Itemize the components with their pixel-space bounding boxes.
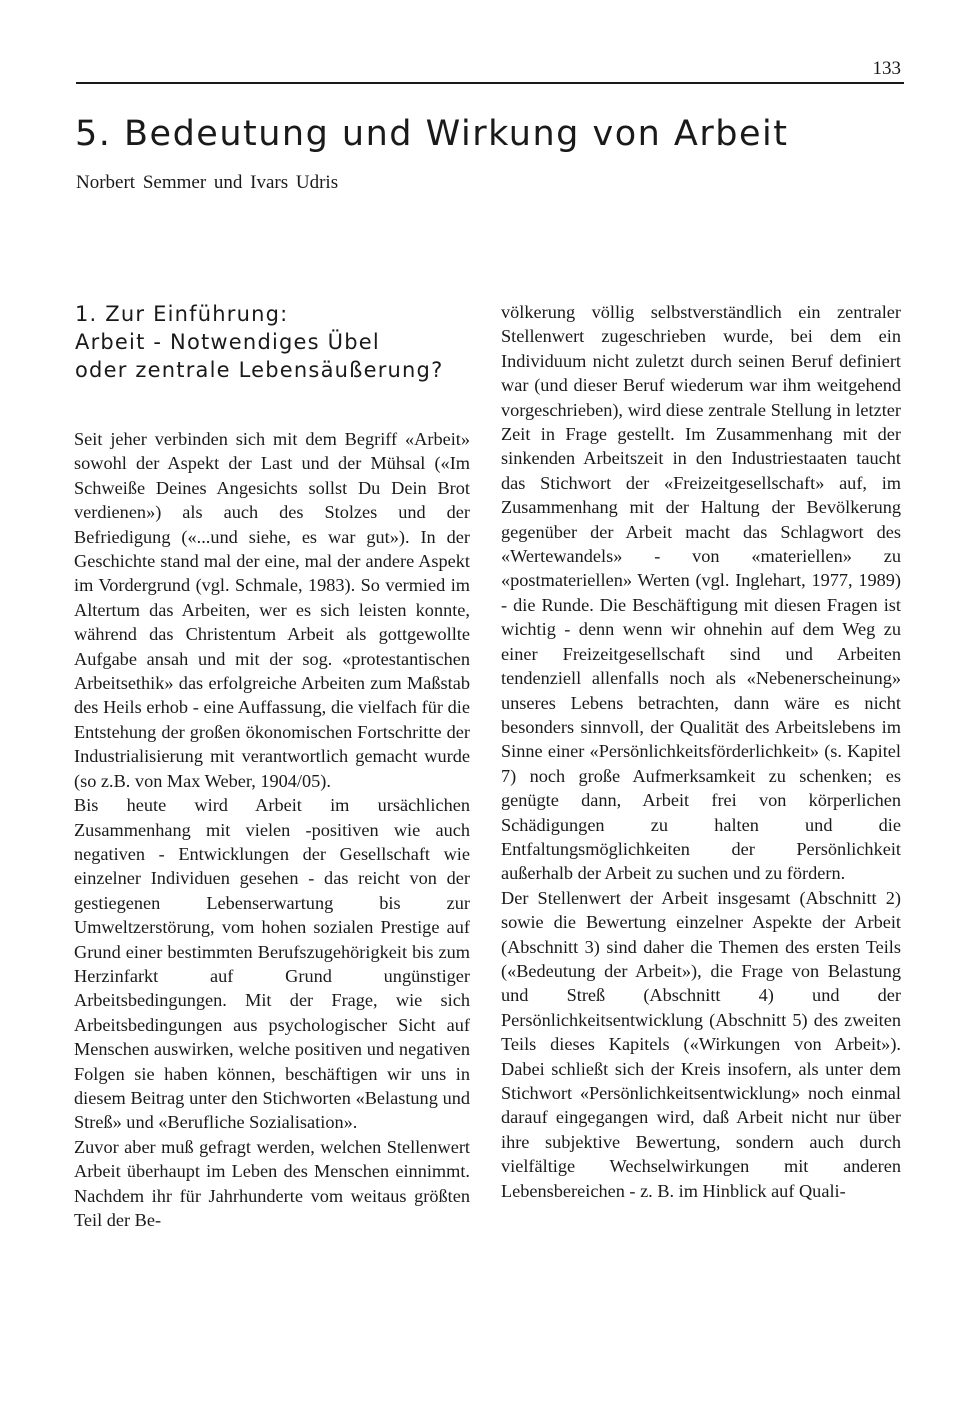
page-number: 133 bbox=[872, 58, 901, 79]
chapter-authors: Norbert Semmer und Ivars Udris bbox=[76, 172, 339, 193]
section-heading-line: Arbeit - Notwendiges Übel bbox=[75, 330, 380, 354]
left-text-column bbox=[74, 427, 470, 1232]
section-heading-line: oder zentrale Lebensäußerung? bbox=[75, 358, 444, 382]
body-paragraph: Bis heute wird Arbeit im ursächlichen Zusammenhang mit vielen -positiven wie auch negativen - Entwicklungen der Gesellschaft wie einzelner Individuen gesehen - das reicht von der gestiegenen Lebenserwartung bis zur Umweltzerstörung, vom hohen sozialen Prestige auf Grund einer bestimmten Berufszugehörigkeit bis zum Herzinfarkt auf Grund ungünstiger Arbeitsbedingungen. Mit der Frage, wie sich Arbeitsbedingungen aus psychologischer Sicht auf Menschen auswirken, welche positiven und negativen Folgen sie haben können, beschäftigen wir uns in diesem Beitrag unter den Stichworten «Belastung und Streß» und «Berufliche Sozialisation». bbox=[74, 795, 470, 1133]
body-paragraph: völkerung völlig selbstverständlich ein zentraler Stellenwert zugeschrieben wurde, bei dem ein Individuum nicht zuletzt durch seinen Beruf definiert war (und dieser Beruf wiederum war ihm weitgehend vorgeschrieben), wird diese zentrale Stellung in letzter Zeit in Frage gestellt. Im Zusammenhang mit der sinkenden Arbeitszeit in den Industriestaaten taucht das Stichwort der «Freizeitgesellschaft» auf, im Zusammenhang mit der Haltung der Bevölkerung gegenüber der Arbeit macht das Schlagwort des «Wertewandels» - von «materiellen» zu «postmateriellen» Werten (vgl. Inglehart, 1977, 1989) - die Runde. Die Beschäftigung mit diesen Fragen ist wichtig - denn wenn wir ohnehin auf dem Weg zu einer Freizeitgesellschaft sind und Arbeiten tendenziell allenfalls noch als «Nebenerscheinung» unseres Lebens betrachten, dann wäre es nicht besonders sinnvoll, der Qualität des Arbeitslebens im Sinne einer «Persönlichkeitsförderlichkeit» (s. Kapitel 7) noch große Aufmerksamkeit zu schenken; es genügte dann, Arbeit frei von körperlichen Schädigungen zu halten und die Entfaltungsmöglichkeiten der Persönlichkeit außerhalb der Arbeit zu suchen und zu fördern. bbox=[501, 302, 901, 884]
body-paragraph: Der Stellenwert der Arbeit insgesamt (Abschnitt 2) sowie die Bewertung einzelner Aspekte der Arbeit (Abschnitt 3) sind daher die Themen des ersten Teils («Bedeutung der Arbeit»), die Frage von Belastung und Streß (Abschnitt 4) und der Persönlichkeitsentwicklung (Abschnitt 5) des zweiten Teils dieses Kapitels («Wirkungen von Arbeit»). Dabei schließt sich der Kreis insofern, als unter dem Stichwort «Persönlichkeitsentwicklung» noch einmal darauf eingegangen wird, daß Arbeit nicht nur über ihre subjektive Bewertung, sondern auch durch vielfältige Wechselwirkungen mit anderen Lebensbereichen - z. B. im Hinblick auf Quali- bbox=[501, 887, 901, 1201]
chapter-title: 5. Bedeutung und Wirkung von Arbeit bbox=[75, 114, 789, 154]
section-heading-line: 1. Zur Einführung: bbox=[75, 302, 289, 326]
body-paragraph: Zuvor aber muß gefragt werden, welchen Stellenwert Arbeit überhaupt im Leben des Menschen einnimmt. Nachdem ihr für Jahrhunderte vom weitaus größten Teil der Be- bbox=[74, 1136, 470, 1230]
right-text-column bbox=[501, 300, 901, 1203]
body-paragraph: Seit jeher verbinden sich mit dem Begriff «Arbeit» sowohl der Aspekt der Last und der Mühsal («Im Schweiße Deines Angesichts sollst Du Dein Brot verdienen») als auch des Stolzes und der Befriedigung («...und siehe, es war gut»). In der Geschichte stand mal der eine, mal der andere Aspekt im Vordergrund (vgl. Schmale, 1983). So vermied im Altertum das Arbeiten, wer es sich leisten konnte, während das Christentum Arbeit als gottgewollte Aufgabe ansah und mit der sog. «protestantischen Arbeitsethik» das erfolgreiche Arbeiten zum Maßstab des Heils erhob - eine Auffassung, die vielfach für die Entstehung der großen ökonomischen Fortschritte der Industrialisierung mit verantwortlich gemacht wurde (so z.B. von Max Weber, 1904/05). bbox=[74, 429, 470, 791]
section-heading bbox=[75, 300, 443, 384]
header-rule bbox=[76, 82, 904, 84]
